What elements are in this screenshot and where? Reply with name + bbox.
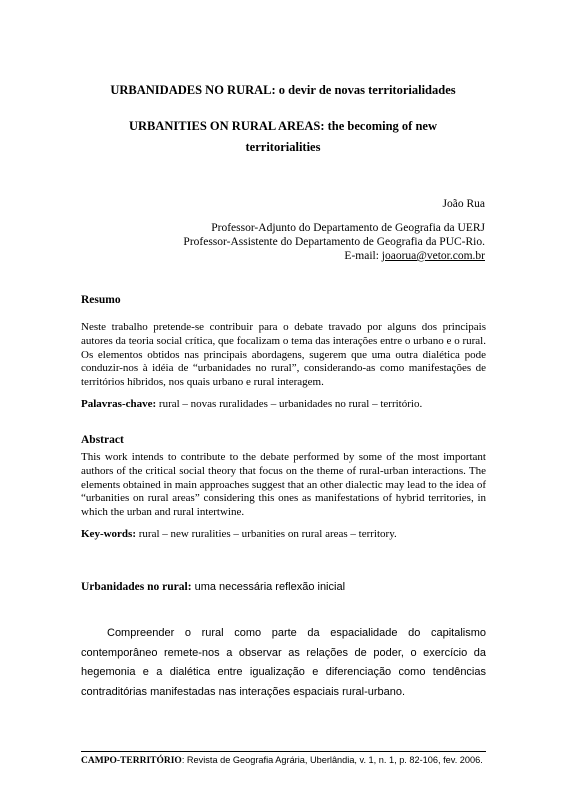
section-heading-rest: uma necessária reflexão inicial <box>191 581 346 593</box>
email-label: E-mail: <box>344 250 379 262</box>
section-heading-bold: Urbanidades no rural: <box>81 581 192 593</box>
title-pt-main: URBANIDADES NO RURAL: <box>110 83 276 97</box>
title-portuguese <box>0 83 566 98</box>
journal-name: CAMPO-TERRITÓRIO <box>81 756 182 766</box>
palavras-chave-label: Palavras-chave: <box>81 398 157 410</box>
email-link[interactable]: joaorua@vetor.com.br <box>381 250 485 262</box>
footer-citation <box>81 755 483 766</box>
section-heading <box>81 581 345 593</box>
footer-rule <box>81 751 486 752</box>
author-name: João Rua <box>442 198 485 210</box>
palavras-chave-value: rural – novas ruralidades – urbanidades no rural – território. <box>156 398 423 410</box>
resumo-heading: Resumo <box>81 294 121 306</box>
key-words-label: Key-words: <box>81 528 136 540</box>
abstract-keywords <box>81 528 486 542</box>
title-english-line1: URBANITIES ON RURAL AREAS: the becoming of new <box>128 119 437 133</box>
affiliation-uerj: Professor-Adjunto do Departamento de Geografia da UERJ <box>211 222 485 234</box>
title-english-line2: territorialities <box>245 140 321 154</box>
abstract-heading: Abstract <box>81 434 124 446</box>
resumo-keywords <box>81 398 486 412</box>
author-email <box>344 249 485 263</box>
body-paragraph: Compreender o rural como parte da espacialidade do capitalismo contemporâneo remete-nos a observar as relações de poder, o exercício da hegemonia e a dialética entre igualização e diferenciação como tendências contraditórias manifestadas nas interações espaciais rural-urbano. <box>81 627 486 698</box>
citation-details: : Revista de Geografia Agrária, Uberlândia, v. 1, n. 1, p. 82-106, fev. 2006. <box>181 755 483 765</box>
resumo-text: Neste trabalho pretende-se contribuir para o debate travado por alguns dos principais autores da teoria social crítica, que focalizam o tema das interações entre o urbano e o rural. Os elementos obtidos nas principais abordagens, sugerem que uma outra dialética pode conduzir-nos à idéia de “urbanidades no rural”, considerando-as como manifestações de territórios híbridos, nos quais urbano e rural interagem. <box>81 321 486 389</box>
affiliation-puc: Professor-Assistente do Departamento de Geografia da PUC-Rio. <box>183 236 485 248</box>
abstract-text: This work intends to contribute to the debate performed by some of the most important authors of the critical social theory that focus on the theme of rural-urban interactions. The elements obtained in main approaches suggest that an other dialectic may lead to the idea of “urbanities on rural areas” considering this ones as manifestations of hybrid territories, in which the urban and rural intertwine. <box>81 451 486 519</box>
key-words-value: rural – new ruralities – urbanities on rural areas – territory. <box>136 528 397 540</box>
title-pt-sub: o devir de novas territorialidades <box>278 83 456 97</box>
